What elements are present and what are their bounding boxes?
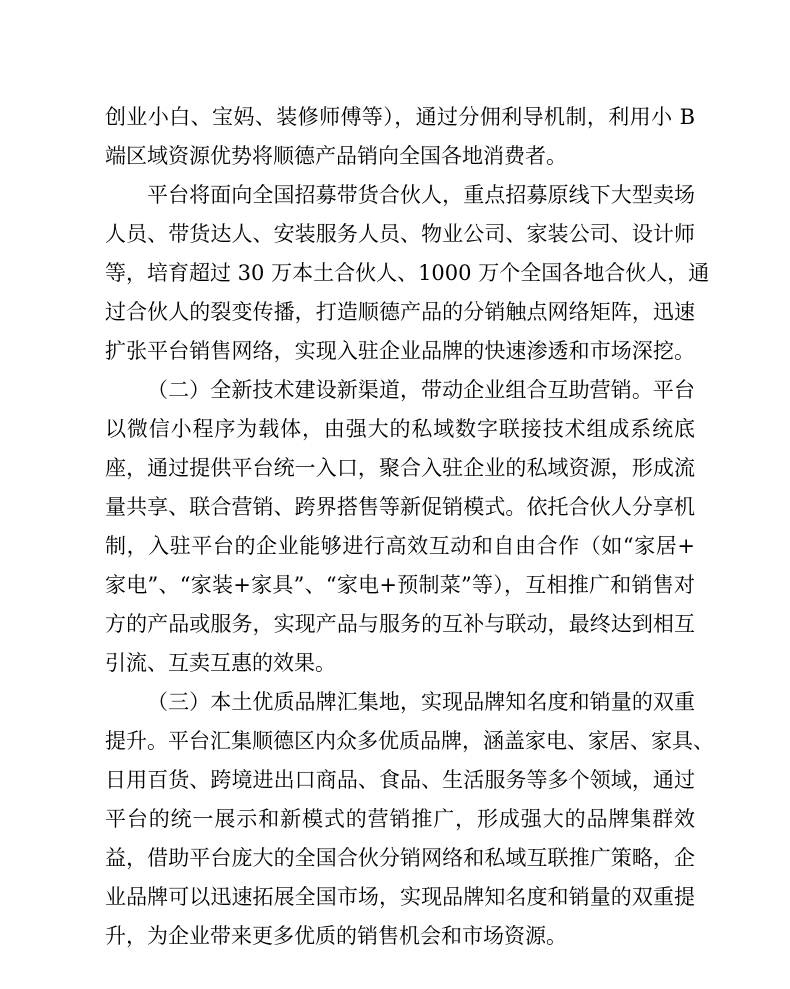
text-line: 提升。平台汇集顺德区内众多优质品牌，涵盖家电、家居、家具、: [105, 729, 714, 753]
text-line: 业品牌可以迅速拓展全国市场，实现品牌知名度和销量的双重提: [105, 885, 695, 909]
text-line: （三）本土优质品牌汇集地，实现品牌知名度和销量的双重: [147, 690, 695, 714]
text-line: （二）全新技术建设新渠道，带动企业组合互助营销。平台: [147, 378, 695, 402]
text-line: 日用百货、跨境进出口商品、食品、生活服务等多个领域，通过: [105, 768, 695, 792]
text-line: 制，入驻平台的企业能够进行高效互动和自由合作（如“家居+: [105, 534, 695, 558]
text-line: 等，培育超过 30 万本土合伙人、1000 万个全国各地合伙人，通: [105, 261, 710, 285]
text-line: 创业小白、宝妈、装修师傅等），通过分佣利导机制，利用小 B: [105, 105, 695, 129]
text-line: 端区域资源优势将顺德产品销向全国各地消费者。: [105, 144, 567, 168]
text-line: 引流、互卖互惠的效果。: [105, 651, 336, 675]
text-line: 扩张平台销售网络，实现入驻企业品牌的快速渗透和市场深挖。: [105, 339, 695, 363]
text-line: 方的产品或服务，实现产品与服务的互补与联动，最终达到相互: [105, 612, 695, 636]
text-line: 量共享、联合营销、跨界搭售等新促销模式。依托合伙人分享机: [105, 495, 695, 519]
text-line: 益，借助平台庞大的全国合伙分销网络和私域互联推广策略，企: [105, 846, 695, 870]
text-line: 家电”、“家装+家具”、“家电+预制菜”等），互相推广和销售对: [105, 573, 695, 597]
text-line: 座，通过提供平台统一入口，聚合入驻企业的私域资源，形成流: [105, 456, 695, 480]
text-line: 平台将面向全国招募带货合伙人，重点招募原线下大型卖场: [147, 183, 695, 207]
text-line: 人员、带货达人、安装服务人员、物业公司、家装公司、设计师: [105, 222, 695, 246]
text-line: 平台的统一展示和新模式的营销推广，形成强大的品牌集群效: [105, 807, 695, 831]
text-line: 过合伙人的裂变传播，打造顺德产品的分销触点网络矩阵，迅速: [105, 300, 695, 324]
text-line: 升，为企业带来更多优质的销售机会和市场资源。: [105, 924, 567, 948]
text-line: 以微信小程序为载体，由强大的私域数字联接技术组成系统底: [105, 417, 695, 441]
